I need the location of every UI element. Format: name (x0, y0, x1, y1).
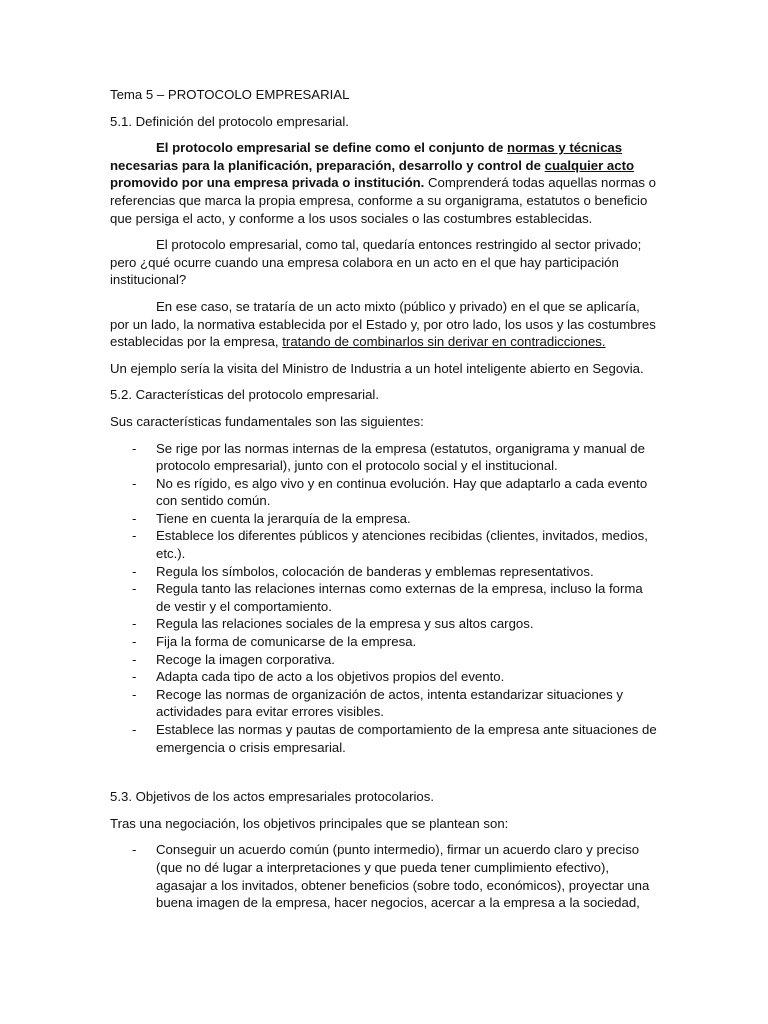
list-item (110, 668, 658, 686)
characteristics-intro: Sus características fundamentales son las siguientes: (110, 413, 424, 429)
private-sector-paragraph: El protocolo empresarial, como tal, quedaría entonces restringido al sector privado; pero ¿qué ocurre cuando una empresa colabora en un acto en el que hay participación institucional? (110, 237, 642, 288)
list-item-text: Regula los símbolos, colocación de banderas y emblemas representativos. (156, 563, 594, 579)
list-item-text: Se rige por las normas internas de la empresa (estatutos, organigrama y manual de protocolo empresarial), junto con el protocolo social y el institucional. (156, 440, 645, 474)
dash-bullet: - (132, 669, 137, 685)
list-item-text: Establece los diferentes públicos y atenciones recibidas (clientes, invitados, medios, etc.). (156, 528, 648, 562)
dash-bullet: - (132, 842, 137, 858)
def-bold-1: El protocolo empresarial se define como el conjunto de (156, 140, 508, 156)
list-item-text: Tiene en cuenta la jerarquía de la empresa. (156, 510, 411, 526)
def-bold-3: promovido por una empresa privada o institución. (110, 175, 425, 191)
list-item (110, 721, 658, 756)
list-item (110, 615, 658, 633)
objectives-intro: Tras una negociación, los objetivos principales que se plantean son: (110, 815, 509, 831)
list-item-text: Recoge la imagen corporativa. (156, 651, 335, 667)
list-item (110, 580, 658, 615)
mixed-act-paragraph (110, 298, 658, 351)
dash-bullet: - (132, 722, 137, 737)
list-item (110, 527, 658, 562)
def-bold-2: necesarias para la planificación, preparación, desarrollo y control de (110, 157, 545, 173)
list-item (110, 651, 658, 669)
list-item-text: Adapta cada tipo de acto a los objetivos propios del evento. (156, 669, 505, 685)
mixed-act-text: En ese caso, se trataría de un acto mixto (público y privado) en el que se aplicaría, por un lado, la normativa establecida por el Estado y, por otro lado, los usos y las costumbres establecidas por la empresa, (110, 298, 656, 350)
section-5-1-heading: 5.1. Definición del protocolo empresarial. (110, 113, 349, 129)
def-underline-2: cualquier acto (544, 157, 635, 173)
dash-bullet: - (132, 616, 137, 632)
list-item (110, 841, 658, 911)
list-item (110, 440, 658, 475)
list-item-text: Recoge las normas de organización de actos, intenta estandarizar situaciones y actividades para evitar errores visibles. (156, 686, 623, 720)
list-item (110, 633, 658, 651)
characteristics-list (110, 440, 658, 757)
example-paragraph: Un ejemplo sería la visita del Ministro de Industria a un hotel inteligente abierto en Segovia. (110, 360, 644, 376)
dash-bullet: - (132, 651, 137, 667)
list-item-text: Establece las normas y pautas de comportamiento de la empresa ante situaciones de emergencia o crisis empresarial. (156, 722, 657, 755)
spacer (110, 756, 658, 788)
dash-bullet: - (132, 686, 137, 702)
list-item (110, 475, 658, 510)
dash-bullet: - (132, 528, 137, 544)
def-underline-1: normas y técnicas (507, 140, 623, 156)
objectives-list (110, 841, 658, 911)
dash-bullet: - (132, 510, 137, 526)
list-item-text: Fija la forma de comunicarse de la empresa. (156, 634, 417, 650)
section-5-3-heading: 5.3. Objetivos de los actos empresariales protocolarios. (110, 789, 434, 805)
dash-bullet: - (132, 634, 137, 650)
mixed-act-underline: tratando de combinarlos sin derivar en contradicciones. (282, 334, 606, 350)
list-item-text: Regula tanto las relaciones internas como externas de la empresa, incluso la forma de vestir y el comportamiento. (156, 581, 643, 614)
section-5-2-heading: 5.2. Características del protocolo empresarial. (110, 387, 379, 403)
list-item-text: Conseguir un acuerdo común (punto intermedio), firmar un acuerdo claro y preciso (que no dé lugar a interpretaciones y que pueda tener cumplimiento efectivo), agasajar a los invitados, obtener beneficios (sobre todo, económicos), proyectar una buena imagen de la empresa, hacer negocios, acercar a la empresa a la sociedad, (156, 842, 650, 911)
list-item (110, 686, 658, 721)
list-item-text: No es rígido, es algo vivo y en continua evolución. Hay que adaptarlo a cada evento con sentido común. (156, 475, 648, 509)
def-text: Comprenderá todas aquellas normas o referencias que marca la propia empresa, conforme a su organigrama, estatutos o beneficio que persiga el acto, y conforme a los usos sociales o las costumbres establecidas. (110, 175, 657, 226)
list-item (110, 510, 658, 528)
definition-paragraph (110, 139, 658, 227)
dash-bullet: - (132, 475, 137, 491)
doc-title: Tema 5 – PROTOCOLO EMPRESARIAL (110, 87, 350, 102)
dash-bullet: - (132, 581, 137, 597)
list-item (110, 563, 658, 581)
dash-bullet: - (132, 440, 137, 456)
list-item-text: Regula las relaciones sociales de la empresa y sus altos cargos. (156, 616, 534, 632)
dash-bullet: - (132, 563, 137, 579)
